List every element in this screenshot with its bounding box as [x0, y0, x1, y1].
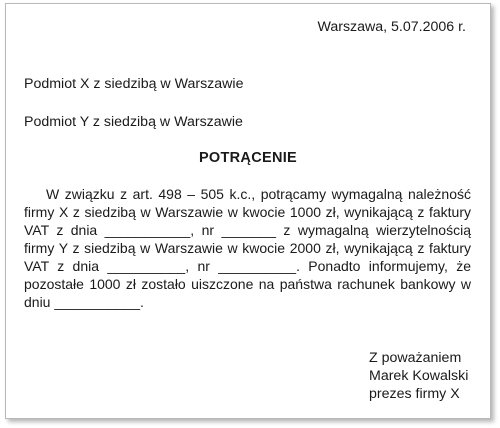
recipient-line: Podmiot Y z siedzibą w Warszawie: [24, 114, 243, 130]
body-paragraph: W związku z art. 498 – 505 k.c., potrącamy wymagalną należność firmy X z siedzibą w Warszawie w kwocie 1000 zł, wynikającą z faktury VAT z dnia ___________, nr _______ z wymagalną wierzytelnością firmy Y z siedzibą w Warszawie w kwocie 2000 zł, wynikającą z faktury VAT z dnia __________, nr __________. Ponadto informujemy, że pozostałe 1000 zł zostało uiszczone na państwa rachunek bankowy w dniu ___________.: [24, 186, 471, 310]
document-title: POTRĄCENIE: [198, 150, 298, 166]
sender-line: Podmiot X z siedzibą w Warszawie: [24, 76, 244, 92]
letter-page: [5, 3, 491, 419]
signatory-position: prezes firmy X: [369, 386, 460, 402]
signatory-name: Marek Kowalski: [369, 368, 469, 384]
closing-salutation: Z poważaniem: [369, 350, 462, 366]
closing-block: [369, 349, 468, 403]
place-and-date: Warszawa, 5.07.2006 r.: [317, 19, 466, 35]
